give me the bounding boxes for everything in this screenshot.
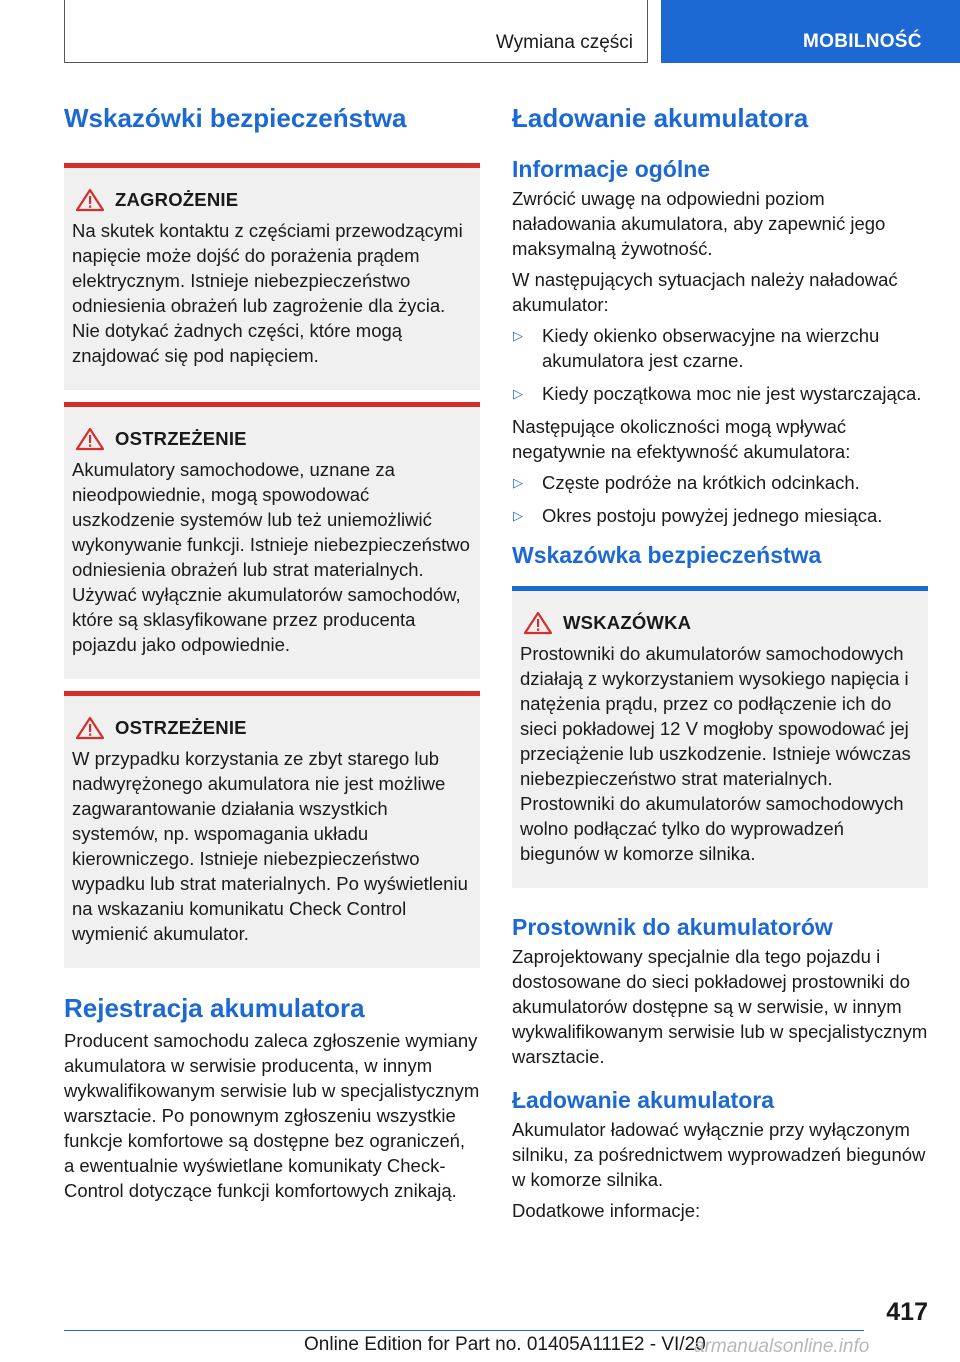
more-info-text: Dodatkowe informacje:: [512, 1200, 701, 1221]
warning-triangle-icon: [75, 427, 105, 451]
notice-text: Akumulatory samochodowe, uznane za nieodpowiednie, mogą spowodować uszkodzenie systemów lub też uniemożliwić wykonywanie funkcji. Istnieje niebezpieczeństwo odniesienia obrażeń lub strat materialnych. Używać wyłącznie akumulatorów samochodów, które są sklasyfikowane przez producenta pojazdu jako odpowiednie.: [72, 459, 470, 655]
warning-triangle-icon: [523, 611, 553, 635]
notice-title: WSKAZÓWKA: [563, 612, 692, 633]
edition-text: Online Edition for Part no. 01405A111E2 - VI/20: [304, 1334, 706, 1355]
tip-notice: [512, 586, 928, 888]
charging-subheading: Ładowanie akumulatora: [512, 1087, 775, 1113]
header-chapter-label: MOBILNOŚĆ: [803, 31, 922, 52]
notice-text: Prostowniki do akumulatorów samochodowych działają z wykorzystaniem wysokiego napięcia i natężenia prądu, przez co podłączenie ich do sieci pokładowej 12 V mogłoby spowodować jej przeciążenie lub uszkodzenie. Istnieje wówczas niebezpieczeństwo strat materialnych. Prostowniki do akumulatorów samochodowych wolno podłączać tylko do wyprowadzeń biegunów w komorze silnika.: [520, 643, 911, 864]
triangle-bullet-icon: ▷: [513, 386, 523, 401]
triangle-bullet-icon: ▷: [513, 475, 523, 490]
danger-notice: [64, 163, 480, 390]
header-chapter-tab[interactable]: [661, 0, 960, 63]
footer-divider: [64, 1330, 864, 1331]
warning-notice: [64, 691, 480, 968]
list-item: ▷ Częste podróże na krótkich odcinkach.: [513, 472, 860, 493]
notice-title: ZAGROŻENIE: [115, 189, 239, 210]
charging-heading: Ładowanie akumulatora: [512, 103, 809, 133]
charging-text: Akumulator ładować wyłącznie przy wyłączonym silniku, za pośrednictwem wyprowadzeń biegunów w komorze silnika.: [512, 1119, 926, 1190]
triangle-bullet-icon: ▷: [513, 508, 523, 523]
list-item: ▷ Okres postoju powyżej jednego miesiąca.: [513, 505, 883, 526]
circumstances-list: [512, 470, 928, 528]
general-paragraph-1: Zwrócić uwagę na odpowiedni poziom naładowania akumulatora, aby zapewnić jego maksymalną żywotność.: [512, 188, 886, 259]
list-item: ▷ Kiedy początkowa moc nie jest wystarczająca.: [513, 383, 922, 404]
registration-heading: Rejestracja akumulatora: [64, 993, 365, 1023]
notice-text: W przypadku korzystania ze zbyt starego lub nadwyrężonego akumulatora nie jest możliwe zagwarantowanie działania wszystkich systemów, np. wspomagania układu kierowniczego. Istnieje niebezpieczeństwo wypadku lub strat materialnych. Po wyświetleniu na wskazaniu komunikatu Check Control wymienić akumulator.: [72, 748, 468, 944]
safety-tip-heading: Wskazówka bezpieczeństwa: [512, 542, 822, 568]
safety-heading: Wskazówki bezpieczeństwa: [64, 103, 407, 133]
warning-triangle-icon: [75, 188, 105, 212]
header-section-title: Wymiana części: [495, 32, 633, 53]
charger-text: Zaprojektowany specjalnie dla tego pojazdu i dostosowane do sieci pokładowej prostowniki do akumulatorów dostępne są w serwisie, w innym wykwalifikowanym serwisie lub w specjalistycznym warsztacie.: [512, 946, 928, 1067]
triangle-bullet-icon: ▷: [513, 328, 523, 343]
left-column: [64, 98, 480, 1203]
warning-triangle-icon: [75, 716, 105, 740]
notice-title: OSTRZEŻENIE: [115, 428, 247, 449]
right-column: [512, 98, 928, 1223]
header-section-box: [64, 0, 648, 63]
notice-text: Na skutek kontaktu z częściami przewodzącymi napięcie może dojść do porażenia prądem elektrycznym. Istnieje niebezpieczeństwo odniesienia obrażeń lub zagrożenie dla życia. Nie dotykać żadnych części, które mogą znajdować się pod napięciem.: [72, 220, 463, 366]
general-paragraph-2: W następujących sytuacjach należy naładować akumulator:: [512, 269, 898, 315]
notice-title: OSTRZEŻENIE: [115, 717, 247, 738]
charger-heading: Prostownik do akumulatorów: [512, 914, 833, 940]
warning-notice: [64, 402, 480, 679]
general-paragraph-3: Następujące okoliczności mogą wpływać negatywnie na efektywność akumulatora:: [512, 416, 851, 462]
situations-list: [512, 323, 928, 406]
general-info-heading: Informacje ogólne: [512, 156, 711, 182]
watermark: armanualsonline.info: [694, 1336, 870, 1357]
page-number: 417: [886, 1298, 928, 1326]
list-item: ▷ Kiedy okienko obserwacyjne na wierzchu akumulatora jest czarne.: [513, 325, 880, 371]
registration-text: Producent samochodu zaleca zgłoszenie wymiany akumulatora w serwisie producenta, w innym wykwalifikowanym serwisie lub w specjalistycznym warsztacie. Po ponownym zgłoszeniu wszystkie funkcje komfortowe są dostępne bez ograniczeń, a ewentualnie wyświetlane komunikaty Check-Control dotyczące funkcji komfortowych znikają.: [64, 1030, 480, 1201]
